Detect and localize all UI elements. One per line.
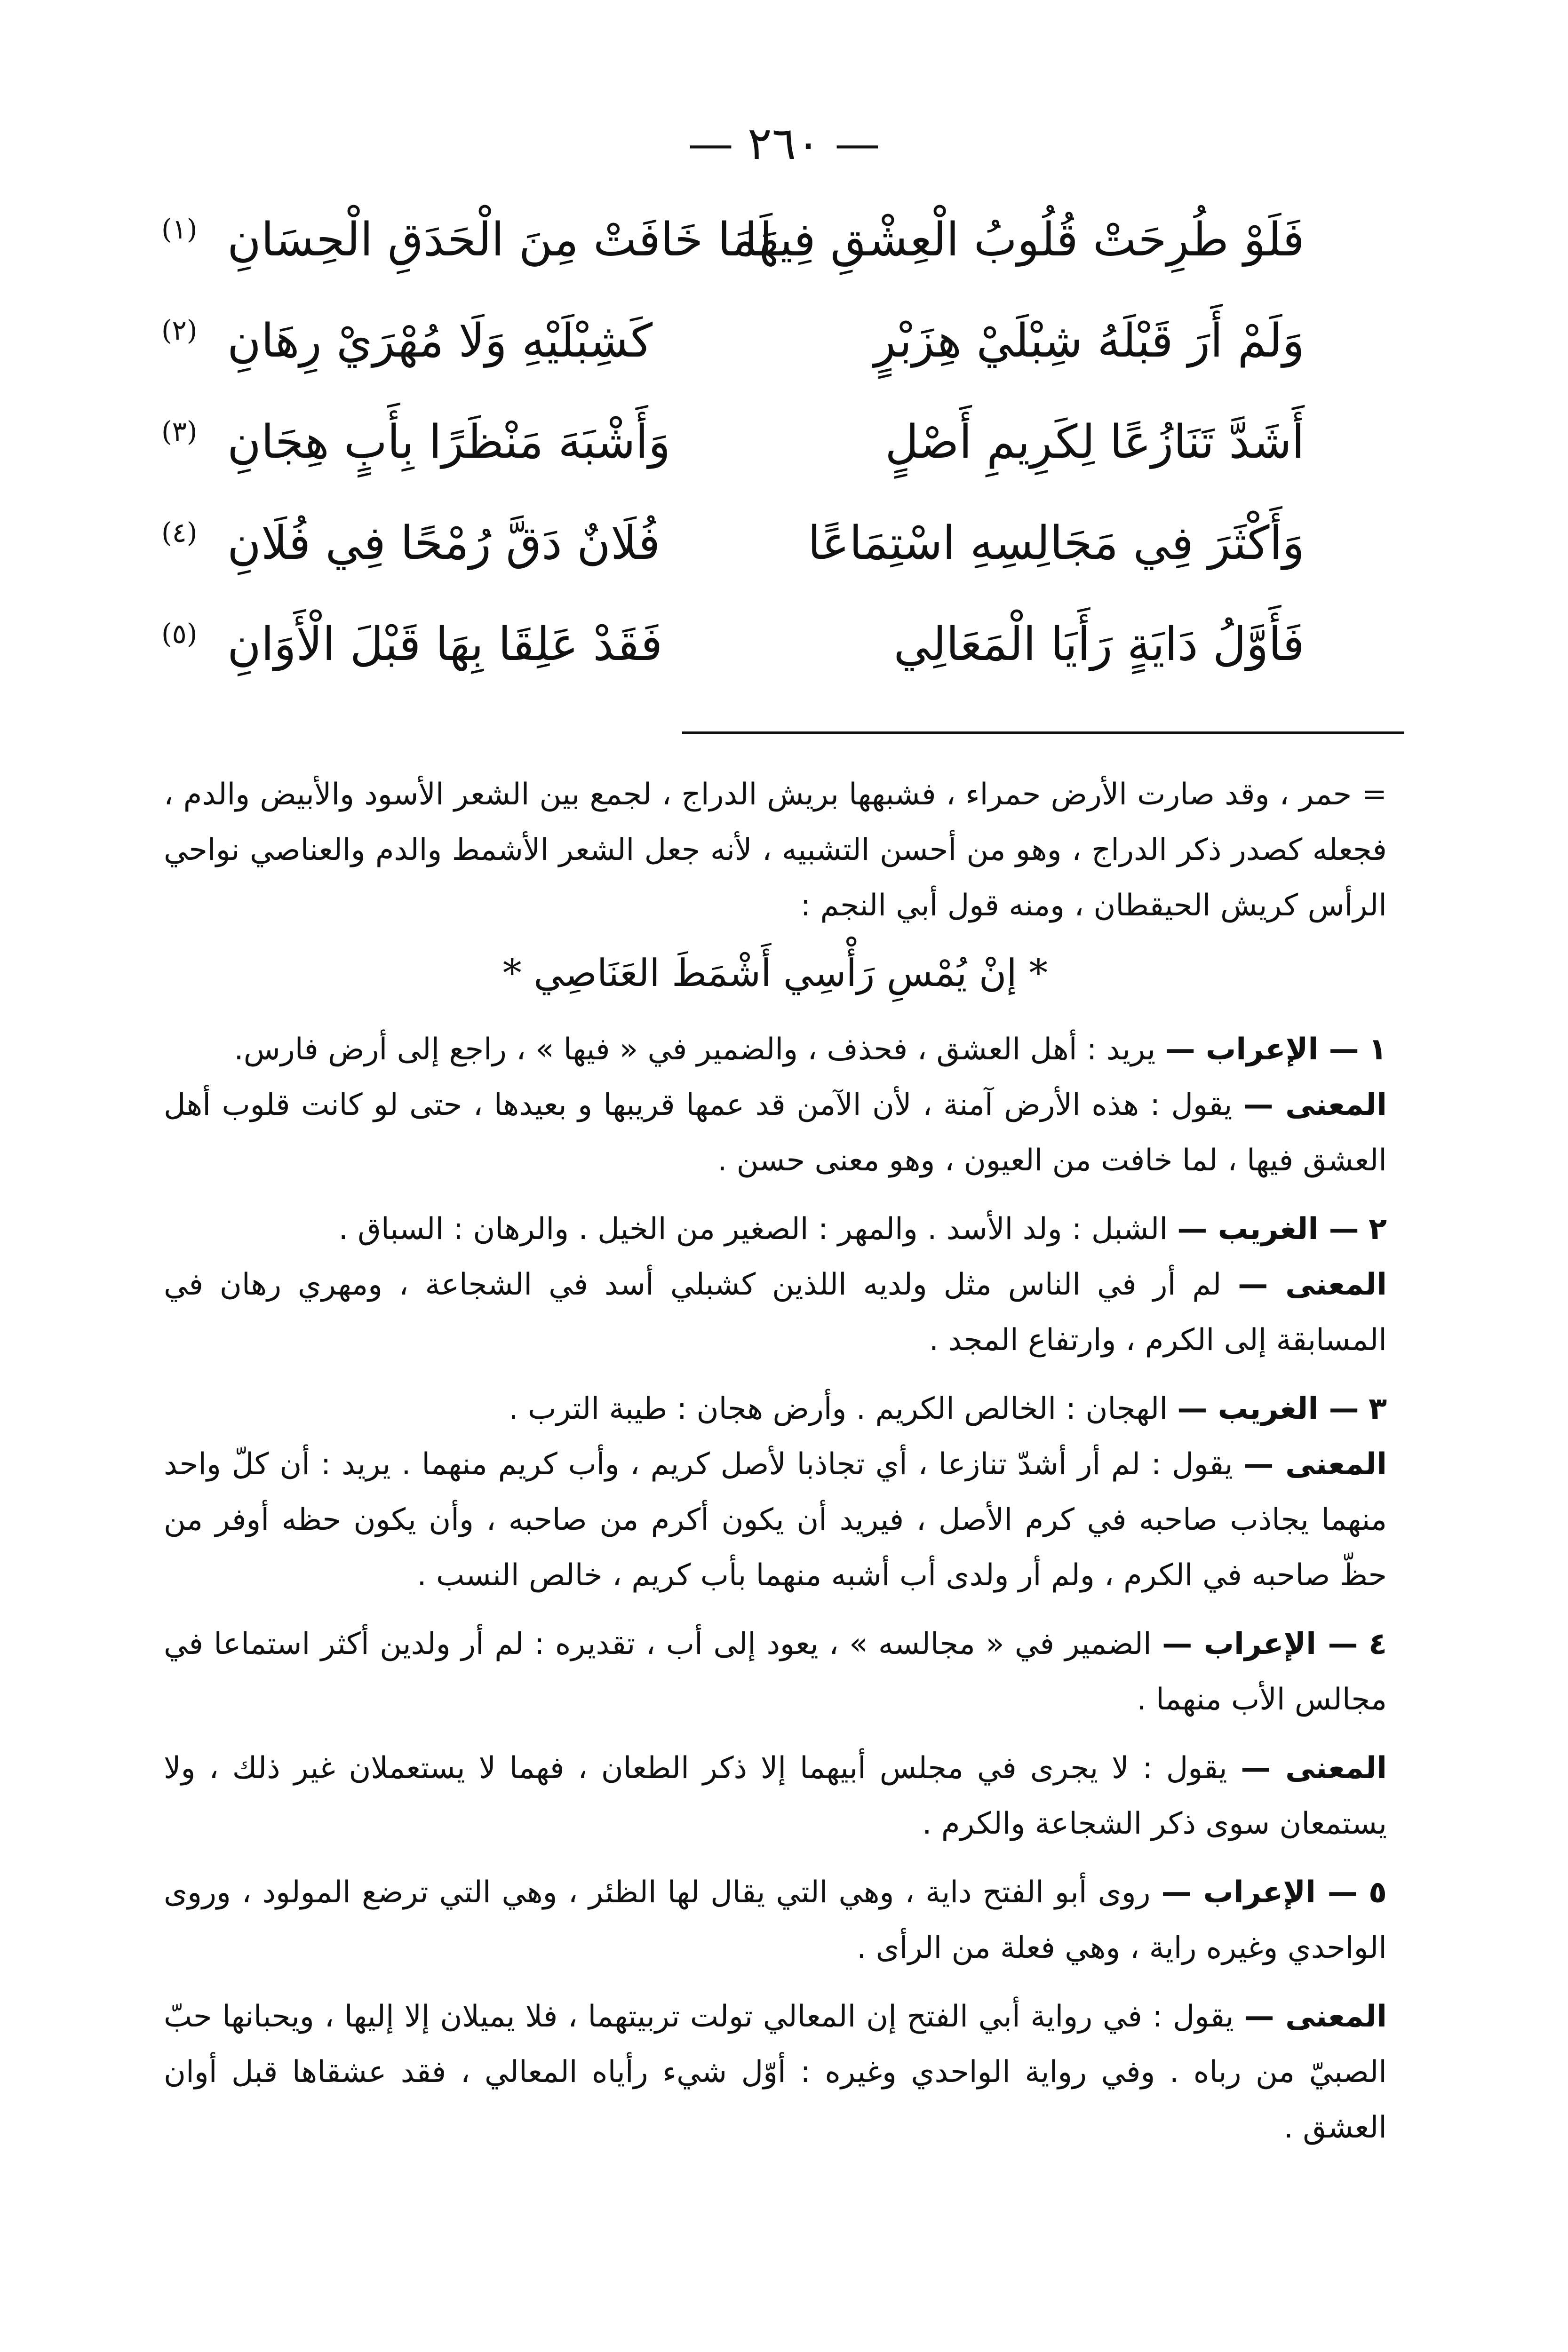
footnote-separator bbox=[682, 731, 1404, 734]
footnote-label: المعنى — bbox=[1238, 1267, 1387, 1302]
footnote-text: يقول : في رواية أبي الفتح إن المعالي تولت تربيتهما ، فلا يميلان إلا إليها ، ويحبانها حبّ الصبيّ من رباه . وفي رواية الواحدي وغيره : أوّل شيء رأياه المعالي ، فقد عشقاها قبل أوان العشق . bbox=[164, 1999, 1387, 2145]
footnote-text: يقول : هذه الأرض آمنة ، لأن الآمن قد عمها قريبها و بعيدها ، حتى لو كانت قلوب أهل العشق فيها ، لما خافت من العيون ، وهو معنى حسن . bbox=[164, 1088, 1387, 1178]
footnote-paragraph bbox=[164, 1022, 1387, 1077]
footnote-label: — الإعراب — bbox=[1161, 1875, 1358, 1910]
footnote-text: يريد : أهل العشق ، فحذف ، والضمير في « فيها » ، راجع إلى أرض فارس. bbox=[234, 1032, 1156, 1067]
verse-second-hemistich: فُلَانٌ دَقَّ رُمْحًا فِي فُلَانِ bbox=[227, 516, 661, 570]
quoted-verse: * إنْ يُمْسِ رَأْسِي أَشْمَطَ العَنَاصِي * bbox=[502, 951, 1048, 995]
footnote-label: المعنى — bbox=[1243, 1447, 1387, 1482]
verse-line bbox=[161, 308, 1305, 409]
verse-second-hemistich: فَقَدْ عَلِقَا بِهَا قَبْلَ الْأَوَانِ bbox=[227, 618, 663, 671]
footnote-label: — الغريب — bbox=[1177, 1212, 1359, 1247]
footnote-text: الشبل : ولد الأسد . والمهر : الصغير من الخيل . والرهان : السباق . bbox=[338, 1212, 1168, 1247]
poem-verses bbox=[161, 207, 1305, 713]
footnote-label: — الغريب — bbox=[1177, 1391, 1359, 1426]
footnote-paragraph bbox=[164, 1989, 1387, 2155]
verse-footnote-marker: (٣) bbox=[161, 415, 198, 447]
verse-first-hemistich: أَشَدَّ تَنَازُعًا لِكَرِيمِ أَصْلٍ bbox=[885, 415, 1305, 469]
footnote-paragraph bbox=[164, 1381, 1387, 1437]
footnote-text: يقول : لم أر أشدّ تنازعا ، أي تجاذبا لأصل كريم ، وأب كريم منهما . يريد : أن كلّ واحد منهما يجاذب صاحبه في كرم الأصل ، فيريد أن يكون أكرم من صاحبه ، وأن يكون حظه أوفر من حظّ صاحبه في الكرم ، ولم أر ولدى أب أشبه منهما بأب كريم ، خالص النسب . bbox=[164, 1447, 1387, 1593]
verse-second-hemistich: وَأَشْبَهَ مَنْظَرًا بِأَبٍ هِجَانِ bbox=[227, 415, 671, 469]
footnote-text: الضمير في « مجالسه » ، يعود إلى أب ، تقديره : لم أر ولدين أكثر استماعا في مجالس الأب منهما . bbox=[164, 1627, 1387, 1717]
verse-line bbox=[161, 207, 1305, 308]
verse-second-hemistich: كَشِبْلَيْهِ وَلَا مُهْرَيْ رِهَانِ bbox=[227, 314, 653, 368]
footnote-paragraph bbox=[164, 1616, 1387, 1727]
footnote-number: ٥ bbox=[1368, 1875, 1387, 1910]
continued-footnote: = حمر ، وقد صارت الأرض حمراء ، فشبهها بريش الدراج ، لجمع بين الشعر الأسود والأبيض والدم ، فجعله كصدر ذكر الدراج ، وهو من أحسن التشبيه ، لأنه جعل الشعر الأشمط والدم والعناصي نواحي الرأس كريش الحيقطان ، ومنه قول أبي النجم : bbox=[164, 777, 1387, 923]
commentary-block bbox=[164, 767, 1387, 2155]
page-number: — ٢٦٠ — bbox=[688, 117, 880, 170]
footnote-number: ٢ bbox=[1368, 1212, 1387, 1247]
footnote-label: المعنى — bbox=[1243, 1088, 1387, 1122]
verse-first-hemistich: وَأَكْثَرَ فِي مَجَالِسِهِ اسْتِمَاعًا bbox=[807, 516, 1305, 570]
footnote-number: ٤ bbox=[1368, 1627, 1387, 1661]
footnote-paragraph bbox=[164, 1257, 1387, 1368]
footnote-label: — الإعراب — bbox=[1165, 1032, 1359, 1067]
footnote-text: روى أبو الفتح داية ، وهي التي يقال لها الظئر ، وهي التي ترضع المولود ، وروى الواحدي وغيره راية ، وهي فعلة من الرأى . bbox=[164, 1875, 1387, 1965]
footnote-label: المعنى — bbox=[1244, 1999, 1387, 2034]
footnote-number: ١ bbox=[1368, 1032, 1387, 1067]
verse-first-hemistich: وَلَمْ أَرَ قَبْلَهُ شِبْلَيْ هِزَبْرٍ bbox=[874, 314, 1305, 368]
verse-line bbox=[161, 612, 1305, 713]
verse-first-hemistich: فَأَوَّلُ دَايَةٍ رَأَيَا الْمَعَالِي bbox=[893, 618, 1305, 671]
footnote-paragraph bbox=[164, 1865, 1387, 1976]
verse-first-hemistich: فَلَوْ طُرِحَتْ قُلُوبُ الْعِشْقِ فِيهَا bbox=[744, 213, 1305, 267]
footnote-number: ٣ bbox=[1368, 1391, 1387, 1426]
verse-line bbox=[161, 510, 1305, 612]
verse-footnote-marker: (١) bbox=[161, 213, 198, 245]
footnote-paragraph bbox=[164, 1740, 1387, 1851]
verse-footnote-marker: (٢) bbox=[161, 314, 198, 346]
verse-footnote-marker: (٥) bbox=[161, 618, 198, 650]
verse-footnote-marker: (٤) bbox=[161, 516, 198, 548]
footnote-text: الهجان : الخالص الكريم . وأرض هجان : طيبة الترب . bbox=[509, 1391, 1168, 1426]
footnote-paragraph bbox=[164, 1201, 1387, 1257]
footnote-text: يقول : لا يجرى في مجلس أبيهما إلا ذكر الطعان ، فهما لا يستعملان غير ذلك ، ولا يستمعان سوى ذكر الشجاعة والكرم . bbox=[164, 1751, 1387, 1841]
verse-line bbox=[161, 409, 1305, 510]
footnote-label: المعنى — bbox=[1241, 1751, 1387, 1786]
footnote-label: — الإعراب — bbox=[1162, 1627, 1358, 1661]
footnote-text: لم أر في الناس مثل ولديه اللذين كشبلي أسد في الشجاعة ، ومهري رهان في المسابقة إلى الكرم ، وارتفاع المجد . bbox=[164, 1267, 1387, 1358]
verse-second-hemistich: لَمَا خَافَتْ مِنَ الْحَدَقِ الْحِسَانِ bbox=[227, 213, 773, 267]
footnote-paragraph bbox=[164, 1077, 1387, 1188]
footnote-paragraph bbox=[164, 1437, 1387, 1603]
